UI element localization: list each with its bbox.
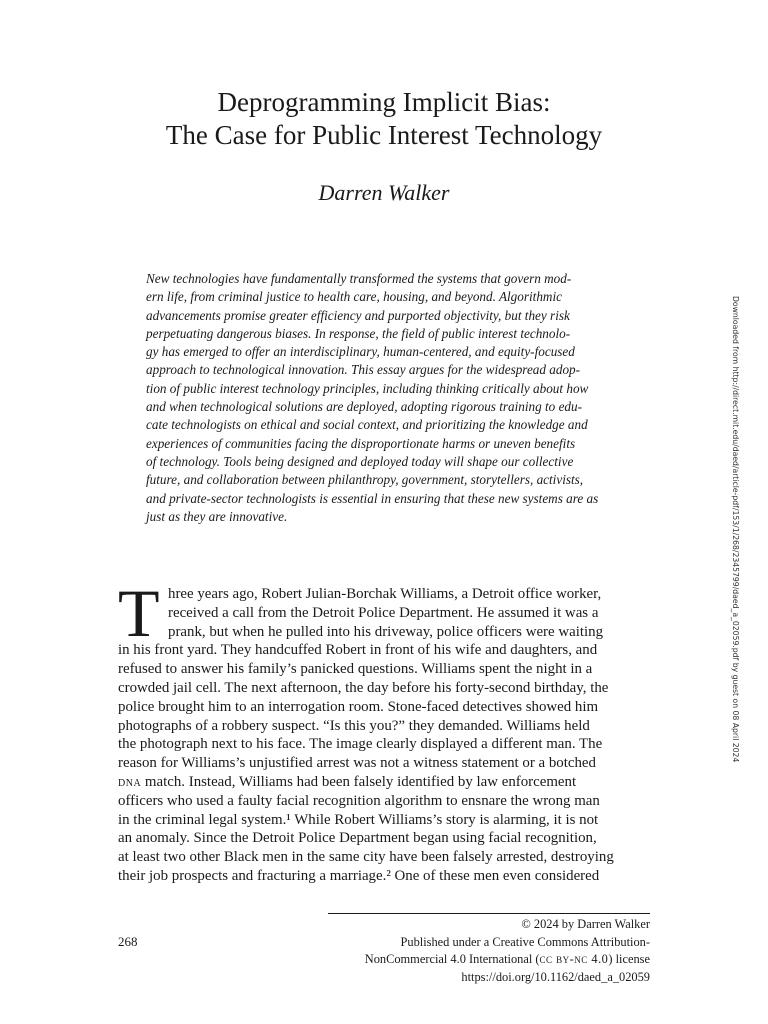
abstract-line: tion of public interest technology principles, including thinking critically about how: [146, 380, 589, 396]
body-line: their job prospects and fracturing a marriage.² One of these men even considered: [118, 867, 600, 884]
download-notice: Downloaded from http://direct.mit.edu/daed/article-pdf/153/1/268/2345799/daed_a_02059.pdf by guest on 08 April 2024: [731, 296, 740, 763]
license-line-2: [310, 951, 650, 969]
abstract-line: ern life, from criminal justice to health care, housing, and beyond. Algorithmic: [146, 289, 562, 305]
abstract: [146, 270, 628, 526]
abstract-line: New technologies have fundamentally transformed the systems that govern mod-: [146, 271, 572, 286]
abstract-line: advancements promise greater efficiency and purported objectivity, but they risk: [146, 307, 570, 323]
body-line: in his front yard. They handcuffed Robert in front of his wife and daughters, and: [118, 642, 598, 659]
page-number: 268: [118, 934, 138, 949]
license-text-end: ) license: [608, 952, 650, 966]
body-line: prank, but when he pulled into his driveway, police officers were waiting: [168, 623, 604, 640]
body-line: received a call from the Detroit Police Department. He assumed it was a: [168, 604, 599, 621]
abstract-line: experiences of communities facing the disproportionate harms or uneven benefits: [146, 435, 576, 451]
body-line: hree years ago, Robert Julian-Borchak Williams, a Detroit office worker,: [168, 586, 602, 602]
title-line-2: The Case for Public Interest Technology: [165, 120, 603, 150]
abstract-line: gy has emerged to offer an interdisciplinary, human-centered, and equity-focused: [146, 344, 575, 360]
body-line: police brought him to an interrogation room. Stone-faced detectives showed him: [118, 698, 599, 715]
footer-divider: [328, 913, 650, 914]
abstract-line: future, and collaboration between philanthropy, government, storytellers, activists,: [146, 472, 584, 488]
body-line: an anomaly. Since the Detroit Police Department began using facial recognition,: [118, 830, 597, 847]
doi-link[interactable]: https://doi.org/10.1162/daed_a_02059: [461, 969, 650, 984]
license-abbreviation: cc by-nc 4.0: [539, 952, 609, 966]
abstract-line: and when technological solutions are deployed, adopting rigorous training to edu-: [146, 399, 583, 415]
abstract-line: cate technologists on ethical and social context, and prioritizing the knowledge and: [146, 417, 588, 433]
dna-abbreviation: dna: [118, 773, 142, 790]
body-line: photographs of a robbery suspect. “Is this you?” they demanded. Williams held: [118, 717, 590, 734]
body-line: in the criminal legal system.¹ While Robert Williams’s story is alarming, it is not: [118, 811, 599, 828]
article-title: [0, 86, 768, 152]
body-line: officers who used a faulty facial recognition algorithm to ensnare the wrong man: [118, 792, 600, 809]
abstract-line: just as they are innovative.: [146, 508, 288, 524]
abstract-line: and private-sector technologists is essential in ensuring that these new systems are as: [146, 490, 599, 506]
body-line: crowded jail cell. The next afternoon, the day before his forty-second birthday, the: [118, 679, 609, 696]
license-line-1: Published under a Creative Commons Attribution-: [400, 934, 650, 949]
abstract-line: perpetuating dangerous biases. In response, the field of public interest technolo-: [146, 325, 571, 341]
body-line-text: match. Instead, Williams had been falsely identified by law enforcement: [144, 773, 577, 790]
body-line-dna: [118, 773, 650, 792]
license-text: NonCommercial 4.0 International (: [364, 952, 540, 966]
body-line: the photograph next to his face. The image clearly displayed a different man. The: [118, 736, 603, 753]
abstract-line: of technology. Tools being designed and deployed today will shape our collective: [146, 453, 574, 469]
body-line: at least two other Black men in the same city have been falsely arrested, destroying: [118, 849, 614, 866]
download-watermark: [730, 296, 740, 776]
body-paragraph: [118, 575, 650, 886]
copyright-footer: [310, 916, 650, 986]
abstract-line: approach to technological innovation. This essay argues for the widespread adop-: [146, 362, 581, 378]
drop-cap: T: [118, 575, 160, 651]
body-line: refused to answer his family’s panicked questions. Williams spent the night in a: [118, 661, 593, 678]
author-name: Darren Walker: [318, 180, 450, 205]
copyright-line: © 2024 by Darren Walker: [521, 917, 650, 931]
body-line: reason for Williams’s unjustified arrest was not a witness statement or a botched: [118, 755, 596, 772]
title-line-1: Deprogramming Implicit Bias:: [217, 87, 551, 117]
